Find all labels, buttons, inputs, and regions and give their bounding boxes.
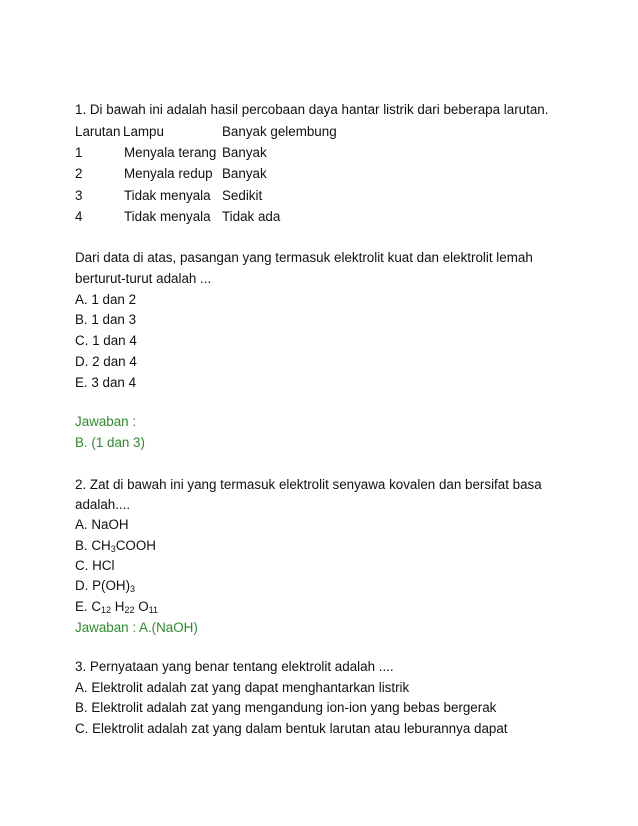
q2-question-line2: adalah....: [75, 497, 131, 512]
formula-subscript: 3: [110, 544, 116, 554]
formula-subscript: 22: [124, 605, 135, 615]
table-header-cell: Larutan: [75, 124, 121, 139]
table-cell: Tidak menyala: [124, 188, 211, 203]
formula-subscript: 11: [148, 605, 158, 615]
table-cell: 4: [75, 209, 83, 224]
q1-option-c: C. 1 dan 4: [75, 333, 137, 348]
q1-answer-label: Jawaban :: [75, 414, 137, 429]
formula-text: H: [111, 599, 125, 614]
q3-option-a: A. Elektrolit adalah zat yang dapat menghantarkan listrik: [75, 680, 410, 695]
formula-text: B. CH: [75, 538, 111, 553]
q1-option-e: E. 3 dan 4: [75, 375, 137, 390]
table-cell: Sedikit: [222, 188, 263, 203]
formula-text: D. P(OH): [75, 578, 131, 593]
q1-prompt-line1: Dari data di atas, pasangan yang termasuk elektrolit kuat dan elektrolit lemah: [75, 250, 533, 265]
table-cell: Tidak ada: [222, 209, 281, 224]
q2-question-line1: 2. Zat di bawah ini yang termasuk elektrolit senyawa kovalen dan bersifat basa: [75, 477, 542, 492]
q1-option-b: B. 1 dan 3: [75, 312, 137, 327]
q1-prompt-line2: berturut-turut adalah ...: [75, 271, 212, 286]
table-cell: Menyala redup: [124, 166, 213, 181]
table-cell: Menyala terang: [124, 145, 217, 160]
q1-question: 1. Di bawah ini adalah hasil percobaan daya hantar listrik dari beberapa larutan.: [75, 102, 549, 117]
table-header-cell: Banyak gelembung: [222, 124, 337, 139]
formula-text: COOH: [115, 538, 156, 553]
q1-option-d: D. 2 dan 4: [75, 354, 137, 369]
table-cell: Banyak: [222, 145, 267, 160]
q3-option-b: B. Elektrolit adalah zat yang mengandung ion-ion yang bebas bergerak: [75, 700, 497, 715]
q2-option-a: A. NaOH: [75, 517, 129, 532]
table-cell: 2: [75, 166, 83, 181]
table-cell: Tidak menyala: [124, 209, 211, 224]
table-cell: 3: [75, 188, 83, 203]
q2-option-d: [75, 577, 135, 595]
q1-option-a: A. 1 dan 2: [75, 292, 137, 307]
formula-subscript: 3: [130, 584, 136, 594]
formula-text: O: [134, 599, 149, 614]
q2-option-e: [75, 598, 158, 616]
formula-subscript: 12: [101, 605, 112, 615]
q2-answer: Jawaban : A.(NaOH): [75, 620, 198, 635]
q2-option-b: [75, 537, 156, 555]
q3-option-c: C. Elektrolit adalah zat yang dalam bentuk larutan atau leburannya dapat: [75, 721, 508, 736]
q3-question: 3. Pernyataan yang benar tentang elektrolit adalah ....: [75, 659, 394, 674]
q1-answer: B. (1 dan 3): [75, 435, 145, 450]
table-header-cell: Lampu: [123, 124, 164, 139]
table-cell: Banyak: [222, 166, 267, 181]
table-cell: 1: [75, 145, 83, 160]
q2-option-c: C. HCl: [75, 558, 115, 573]
formula-text: E. C: [75, 599, 102, 614]
